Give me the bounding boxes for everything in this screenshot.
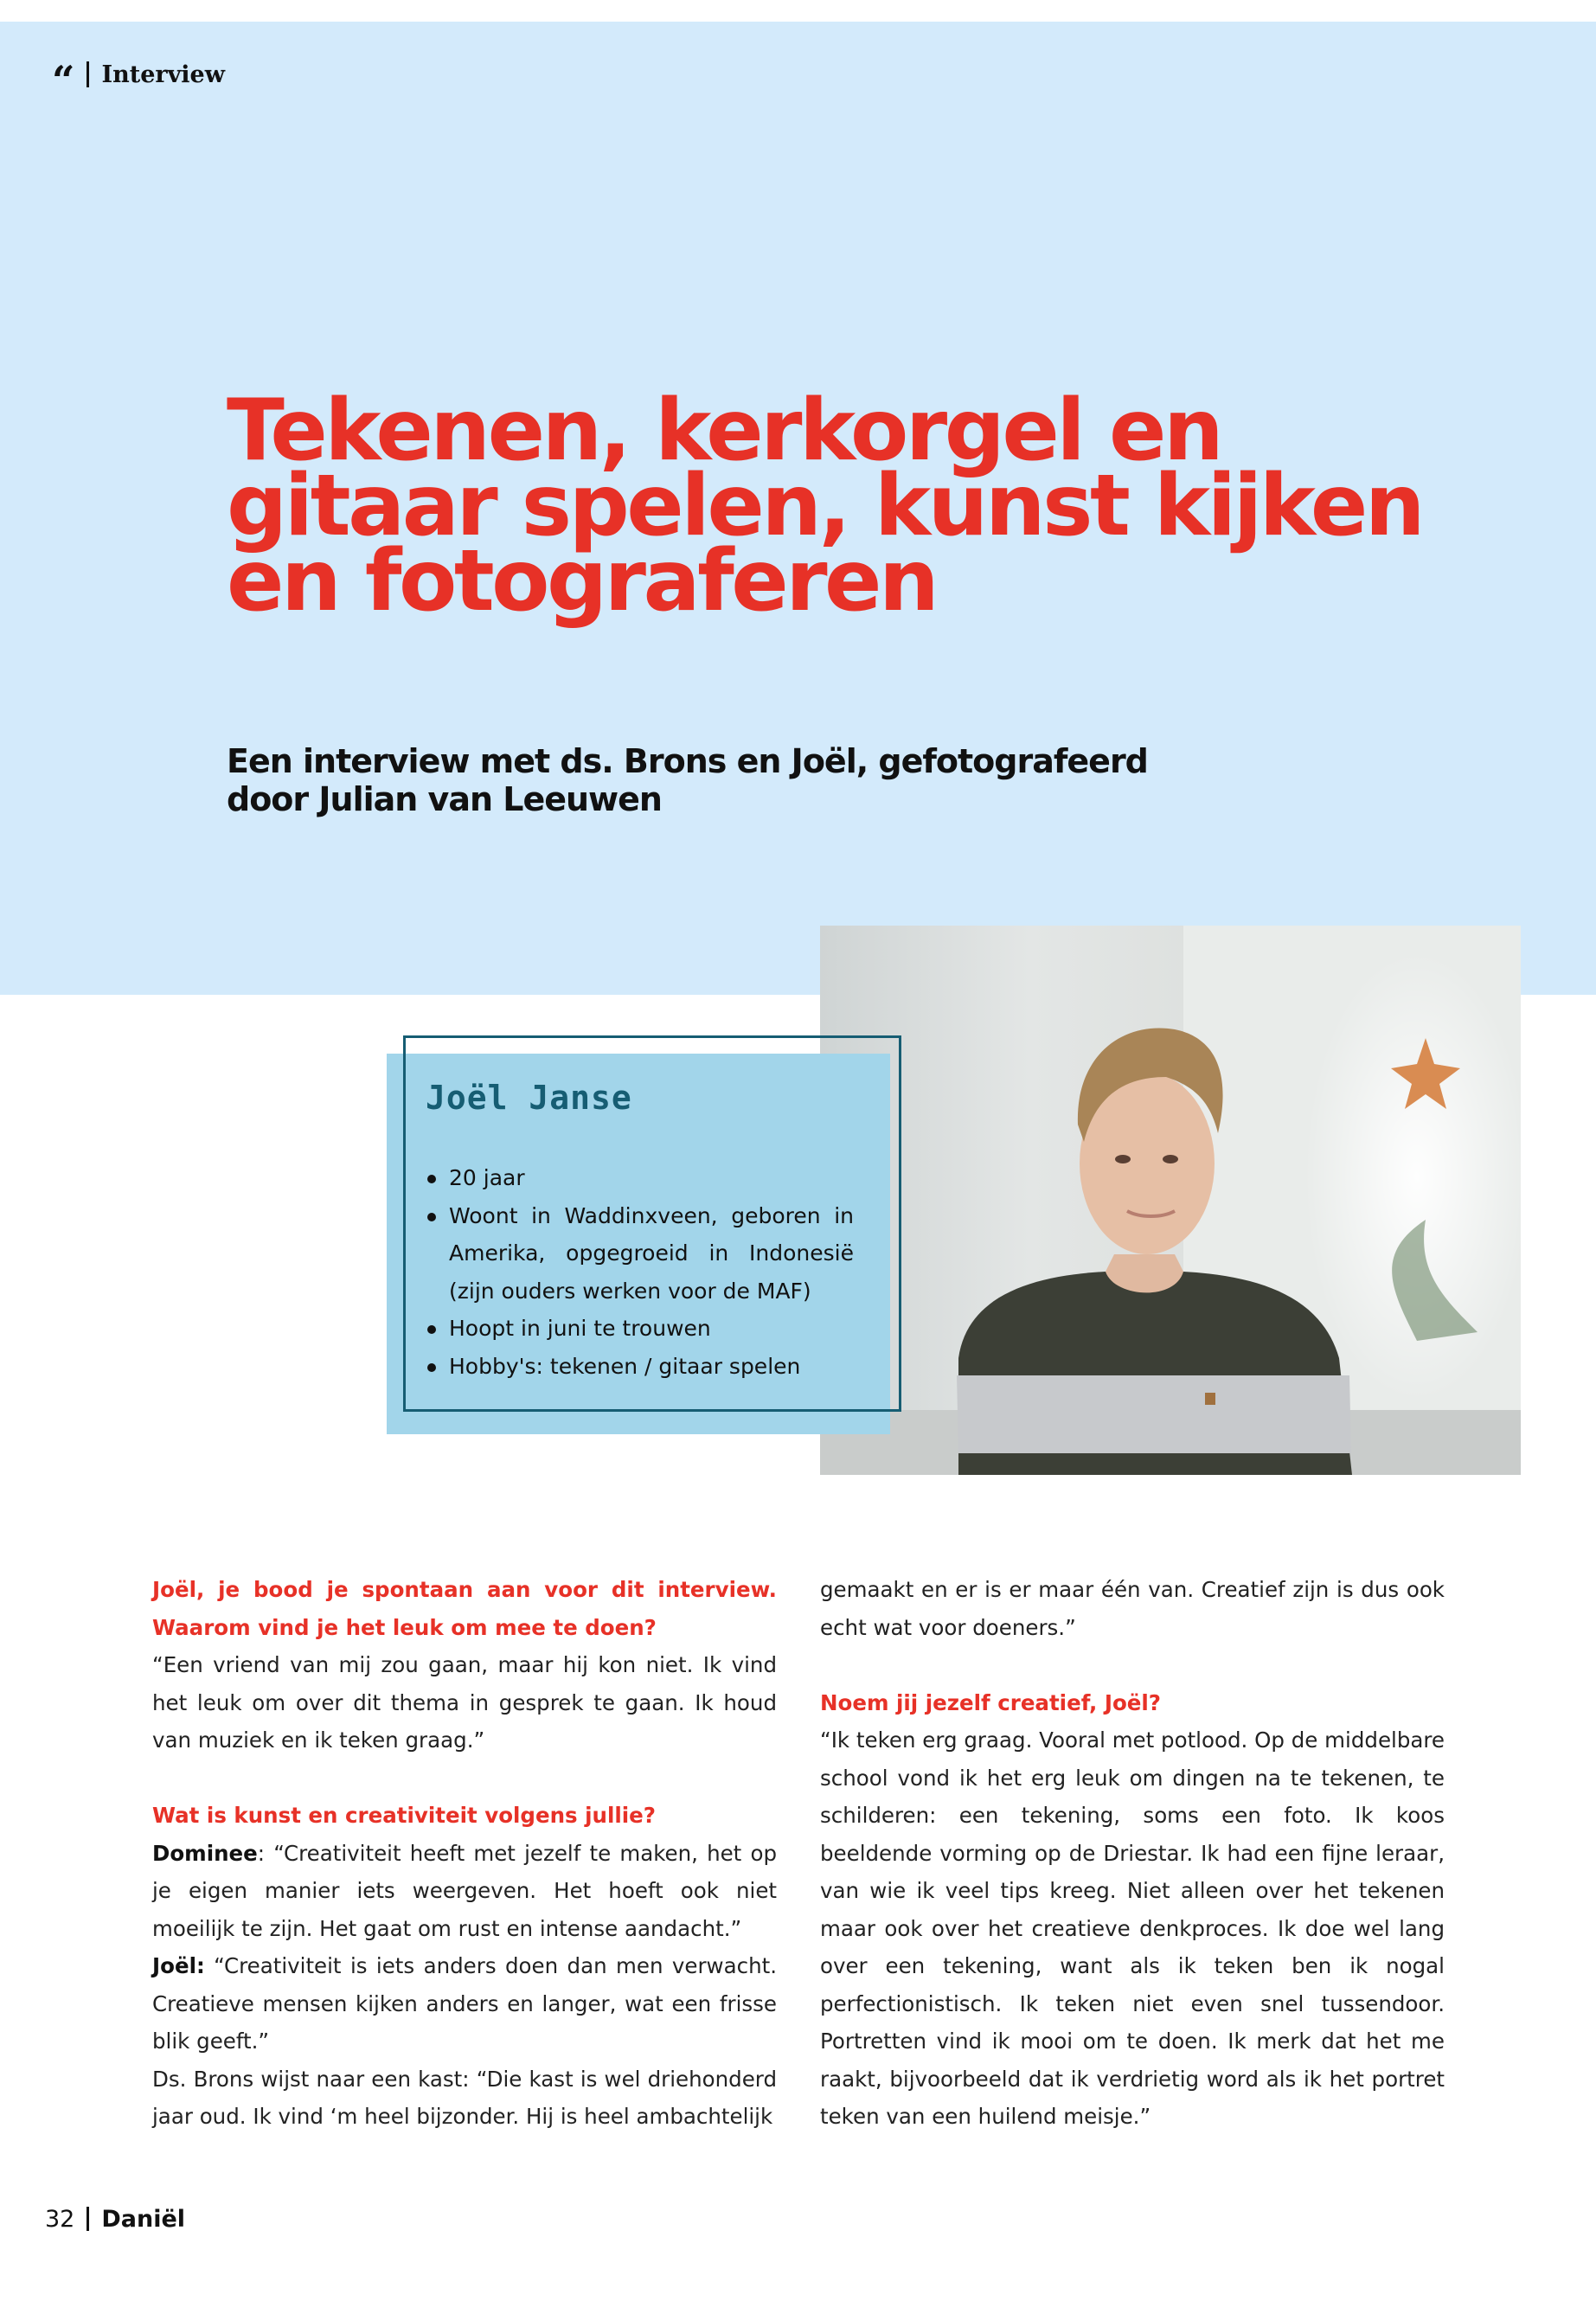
- title-line: en fotograferen: [227, 532, 937, 631]
- interview-answer: [152, 1947, 777, 2061]
- article-title: [227, 381, 1438, 631]
- profile-facts-list: [426, 1159, 854, 1385]
- subtitle-line: Een interview met ds. Brons en Joël, gefotografeerd: [227, 742, 1148, 780]
- profile-fact: Woont in Waddinxveen, geboren in Amerika, opgegroeid in Indonesië (zijn ouders werken voor de MAF): [426, 1197, 854, 1311]
- speaker-name: Joël:: [152, 1953, 205, 1978]
- interview-question: Noem jij jezelf creatief, Joël?: [820, 1689, 1162, 1715]
- profile-fact: Hoopt in juni te trouwen: [426, 1310, 854, 1348]
- interview-question: Joël, je bood je spontaan aan voor dit interview. Waarom vind je het leuk om mee te doen?: [152, 1577, 777, 1640]
- speaker-name: Dominee: [152, 1840, 258, 1866]
- section-divider: [87, 61, 89, 87]
- profile-name: Joël Janse: [426, 1079, 632, 1117]
- answer-text: : “Creativiteit heeft met jezelf te maken, het op je eigen manier iets weergeven. Het hoeft ook niet moeilijk te zijn. Het gaat om rust en intense aandacht.”: [152, 1840, 777, 1941]
- portrait-photo: [820, 926, 1521, 1475]
- body-column-left: [152, 1571, 777, 2136]
- answer-text: “Creativiteit is iets anders doen dan men verwacht. Creatieve mensen kijken anders en langer, wat een frisse blik geeft.”: [152, 1953, 777, 2054]
- footer-divider: [87, 2207, 89, 2231]
- interview-answer: “Ik teken erg graag. Vooral met potlood. Op de middelbare school vond ik het erg leuk om dingen na te tekenen, te schilderen: een tekening, soms een foto. Ik koos beeldende vorming op de Driestar. Ik had een fijne leraar, van wie ik veel tips kreeg. Niet alleen over het tekenen maar ook over het creatieve denkproces. Ik doe wel lang over een tekening, want als ik teken ben ik nogal perfectionistisch. Ik teken niet even snel tussendoor. Portretten vind ik mooi om te doen. Ik merk dat het me raakt, bijvoorbeeld dat ik verdrietig word als ik het portret teken van een huilend meisje.”: [820, 1727, 1445, 2129]
- interview-answer: “Een vriend van mij zou gaan, maar hij kon niet. Ik vind het leuk om over dit thema in gesprek te gaan. Ik houd van muziek en ik teken graag.”: [152, 1652, 777, 1753]
- interview-answer: Ds. Brons wijst naar een kast: “Die kast is wel driehonderd jaar oud. Ik vind ‘m heel bijzonder. Hij is heel ambachtelijk: [152, 2066, 777, 2129]
- page-footer: [45, 2204, 185, 2234]
- profile-fact: Hobby's: tekenen / gitaar spelen: [426, 1348, 854, 1386]
- article-subtitle: [227, 742, 1178, 818]
- body-column-right: [820, 1571, 1445, 2136]
- section-label: [52, 57, 225, 104]
- magazine-name: Daniël: [101, 2205, 186, 2233]
- page-number: 32: [45, 2205, 75, 2233]
- profile-fact: 20 jaar: [426, 1159, 854, 1197]
- quote-icon: “: [52, 57, 72, 104]
- interview-answer: gemaakt en er is er maar één van. Creatief zijn is dus ook echt wat voor doeners.”: [820, 1577, 1445, 1640]
- interview-answer: [152, 1835, 777, 1948]
- title-line: Tekenen, kerkorgel en: [227, 381, 1221, 480]
- subtitle-line: door Julian van Leeuwen: [227, 780, 662, 818]
- section-label-text: Interview: [101, 61, 225, 88]
- title-line: gitaar spelen, kunst kijken: [227, 457, 1423, 555]
- interview-question: Wat is kunst en creativiteit volgens jullie?: [152, 1803, 656, 1828]
